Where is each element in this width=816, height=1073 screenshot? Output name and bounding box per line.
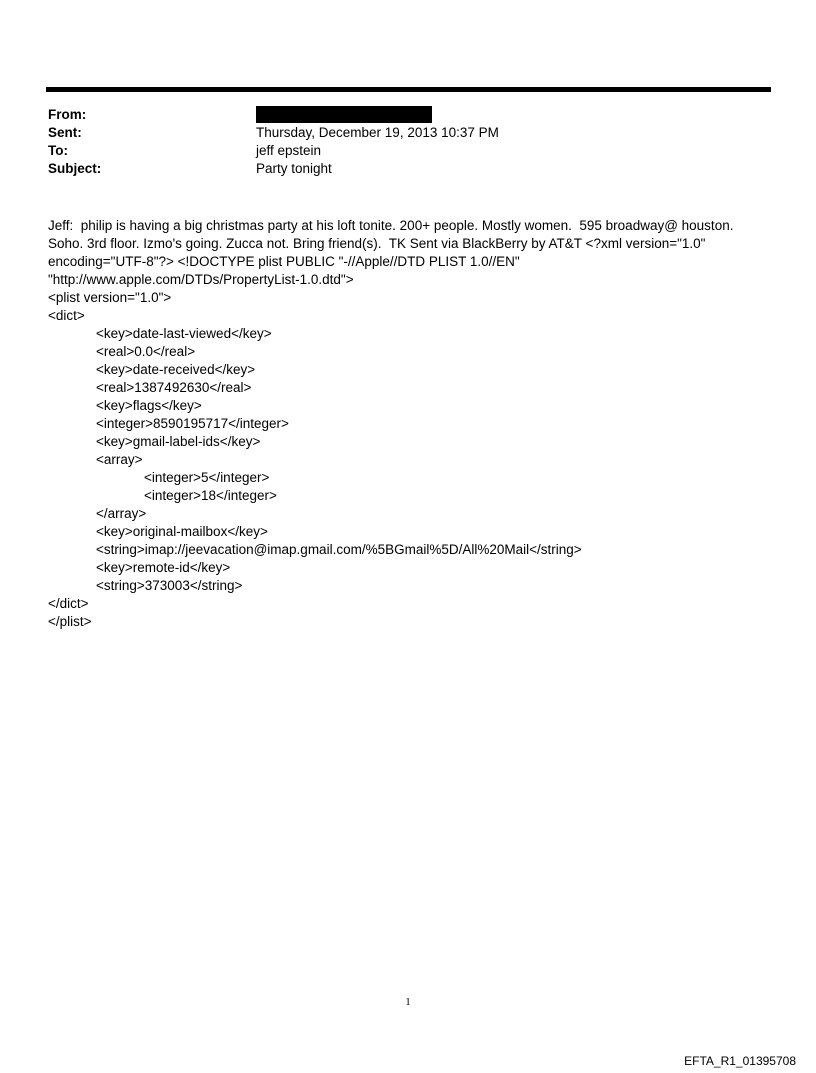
- body-line: <key>date-received</key>: [96, 362, 256, 377]
- subject-value: Party tonight: [256, 161, 332, 176]
- body-line: </dict>: [48, 596, 89, 611]
- body-line: <key>date-last-viewed</key>: [96, 326, 272, 341]
- body-line: <integer>5</integer>: [144, 470, 270, 485]
- sent-label: Sent:: [48, 125, 82, 140]
- bates-number: EFTA_R1_01395708: [684, 1054, 796, 1068]
- to-row: [48, 142, 748, 160]
- body-line: <plist version="1.0">: [48, 290, 172, 305]
- body-line: <key>gmail-label-ids</key>: [96, 434, 261, 449]
- body-line: <integer>18</integer>: [144, 488, 277, 503]
- body-line: Soho. 3rd floor. Izmo's going. Zucca not. Bring friend(s). TK Sent via BlackBerry by AT&T <?xml version="1.0": [48, 236, 706, 251]
- body-line: <key>remote-id</key>: [96, 560, 231, 575]
- redaction-block: [256, 106, 432, 123]
- subject-label: Subject:: [48, 161, 102, 176]
- sent-row: [48, 124, 748, 142]
- body-line: <real>1387492630</real>: [96, 380, 252, 395]
- from-label: From:: [48, 107, 87, 122]
- to-value: jeff epstein: [256, 143, 322, 158]
- body-line: </plist>: [48, 614, 92, 629]
- body-line: Jeff: philip is having a big christmas party at his loft tonite. 200+ people. Mostly women. 595 broadway@ houston.: [48, 218, 734, 233]
- body-line: <array>: [96, 452, 143, 467]
- to-label: To:: [48, 143, 68, 158]
- body-line: <real>0.0</real>: [96, 344, 196, 359]
- body-line: <dict>: [48, 308, 85, 323]
- body-line: "http://www.apple.com/DTDs/PropertyList-1.0.dtd">: [48, 272, 354, 287]
- page-number: 1: [405, 996, 411, 1008]
- sent-value: Thursday, December 19, 2013 10:37 PM: [256, 125, 499, 140]
- body-line: <key>original-mailbox</key>: [96, 524, 268, 539]
- body-line: <string>373003</string>: [96, 578, 243, 593]
- top-divider-rule: [46, 87, 771, 92]
- body-line: </array>: [96, 506, 147, 521]
- email-body: [48, 217, 768, 631]
- body-line: <string>imap://jeevacation@imap.gmail.com/%5BGmail%5D/All%20Mail</string>: [96, 542, 582, 557]
- subject-row: [48, 160, 748, 178]
- body-line: encoding="UTF-8"?> <!DOCTYPE plist PUBLIC "-//Apple//DTD PLIST 1.0//EN": [48, 254, 520, 269]
- body-line: <integer>8590195717</integer>: [96, 416, 289, 431]
- body-line: <key>flags</key>: [96, 398, 202, 413]
